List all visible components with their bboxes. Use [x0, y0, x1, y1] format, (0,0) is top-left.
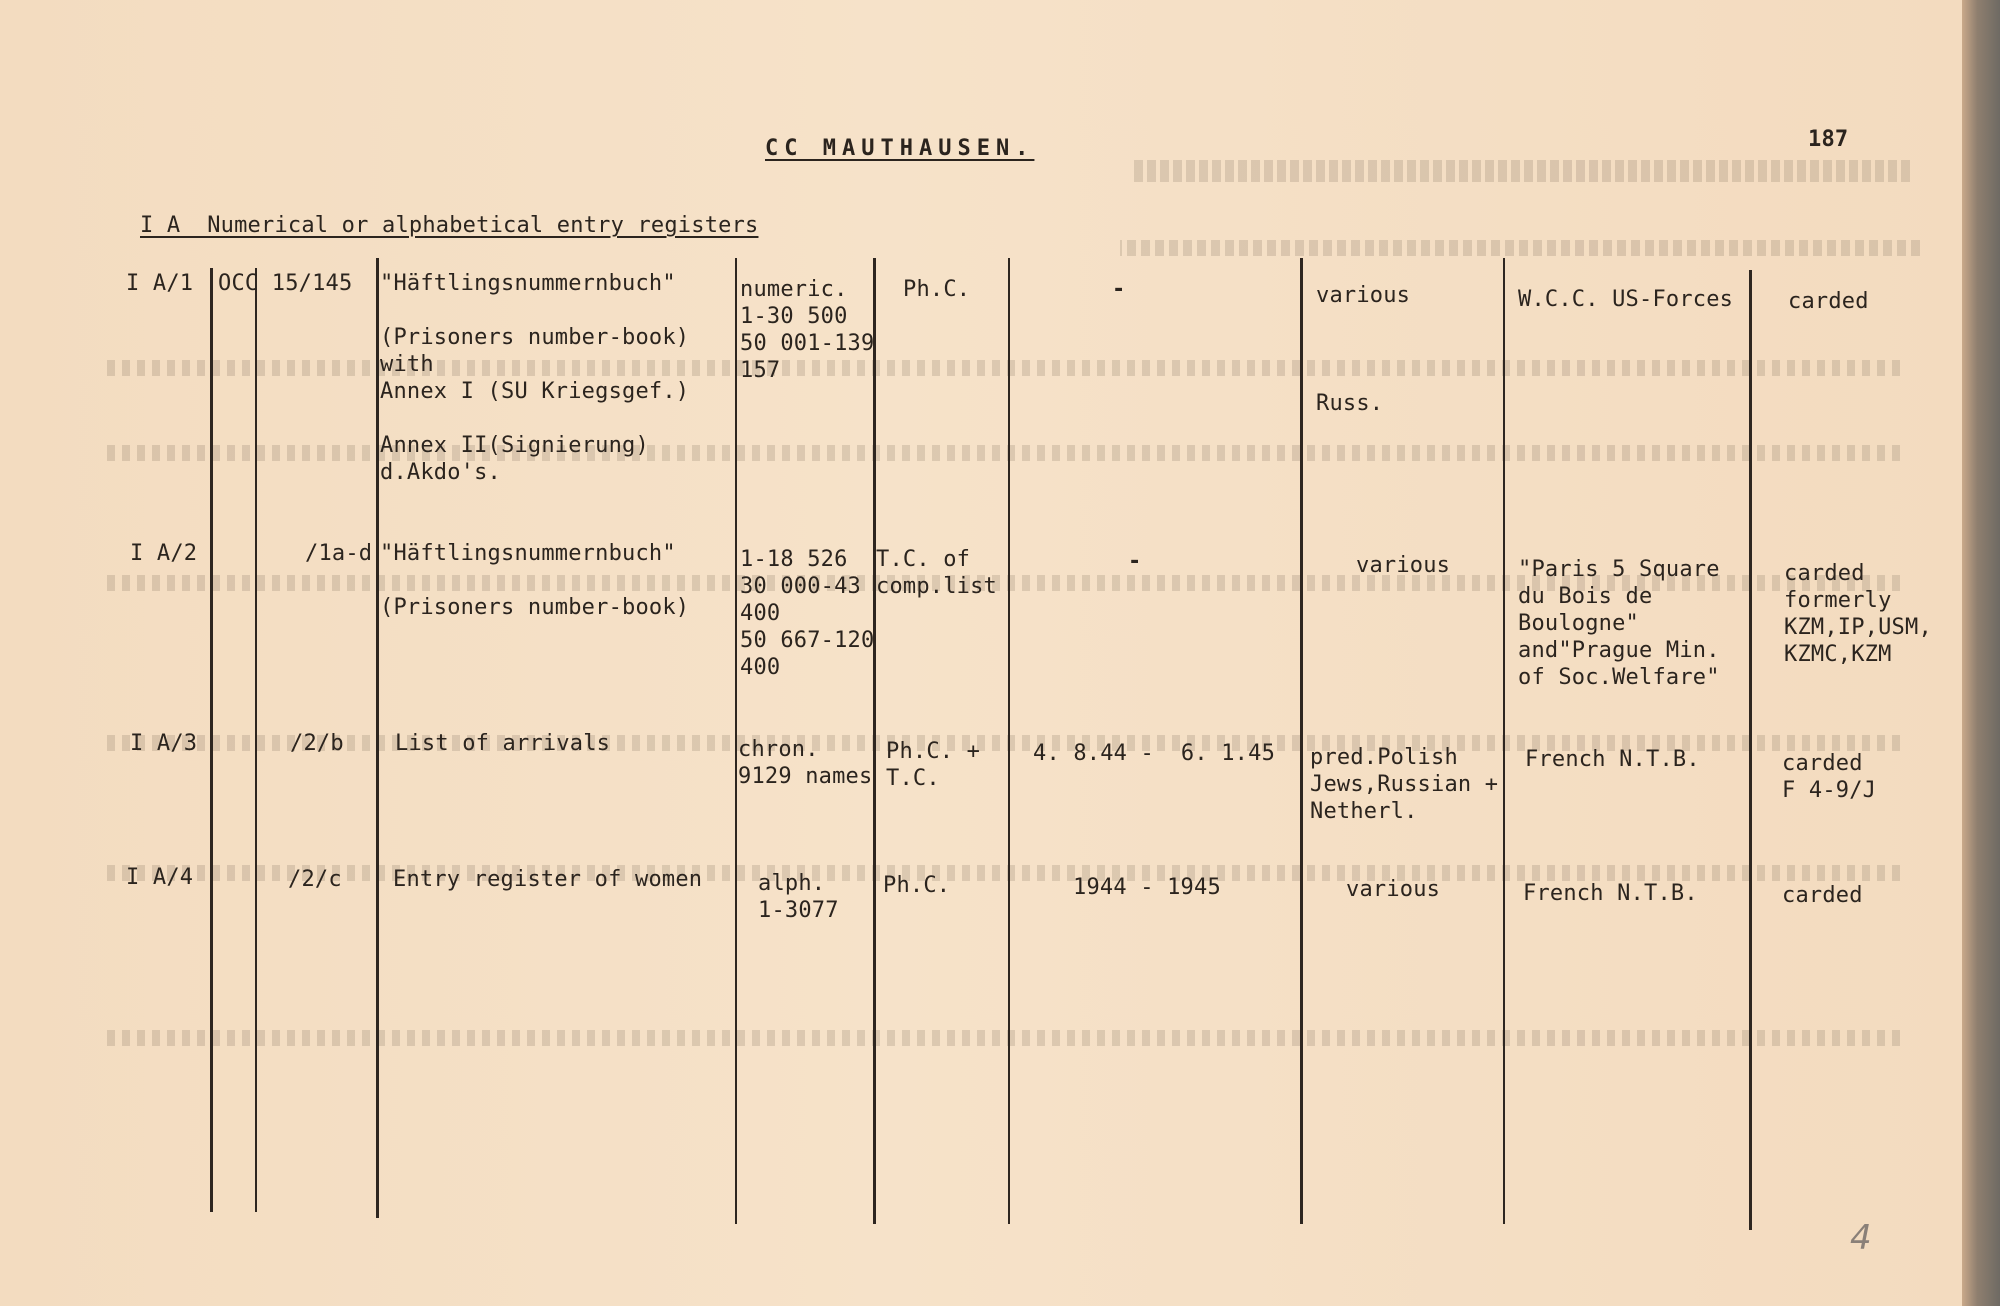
row-remarks: carded F 4-9/J: [1782, 751, 1877, 803]
row-dash: -: [1112, 277, 1126, 302]
row-title: List of arrivals: [395, 731, 611, 756]
page-number: 187: [1808, 127, 1849, 152]
row-location: "Paris 5 Square du Bois de Boulogne" and"Prague Min. of Soc.Welfare": [1518, 557, 1720, 690]
column-divider: [1300, 258, 1303, 1224]
column-divider: [210, 268, 213, 1212]
column-divider: [255, 268, 257, 1212]
row-location: W.C.C. US-Forces: [1518, 287, 1734, 312]
row-remarks: carded: [1782, 883, 1863, 908]
row-title: "Häftlingsnummernbuch" (Prisoners number-book): [380, 541, 690, 620]
row-nationality: various: [1346, 877, 1441, 902]
page-edge-shadow: [1962, 0, 2000, 1306]
row-form: Ph.C.: [903, 277, 971, 302]
column-divider: [873, 258, 876, 1224]
row-period: 4. 8.44 - 6. 1.45: [1033, 741, 1276, 766]
row-ref: I A/1: [126, 271, 194, 296]
row-arrangement: numeric. 1-30 500 50 001-139 157: [740, 277, 875, 383]
row-remarks: carded: [1788, 289, 1869, 314]
row-nationality: pred.Polish Jews,Russian + Netherl.: [1310, 745, 1499, 824]
row-ref: I A/2: [130, 541, 198, 566]
column-divider: [1008, 258, 1010, 1224]
column-divider: [735, 258, 737, 1224]
row-signature: /1a-d: [305, 541, 373, 566]
row-nationality: various: [1356, 553, 1451, 578]
pencil-page-mark: 4: [1850, 1218, 1872, 1258]
row-period: 1944 - 1945: [1073, 875, 1221, 900]
section-heading: I A Numerical or alphabetical entry registers: [140, 213, 759, 238]
row-arrangement: 1-18 526 30 000-43 400 50 667-120 400: [740, 547, 875, 680]
column-divider: [1749, 270, 1752, 1230]
row-location: French N.T.B.: [1525, 747, 1700, 772]
row-location: French N.T.B.: [1523, 881, 1698, 906]
row-signature: /2/c: [288, 867, 342, 892]
row-ref: I A/4: [126, 865, 194, 890]
row-nationality: various Russ.: [1316, 283, 1411, 416]
page-title: CC MAUTHAUSEN.: [765, 136, 1035, 161]
row-signature: /2/b: [290, 731, 344, 756]
row-signature: OCC 15/145: [218, 271, 353, 296]
row-dash: -: [1128, 549, 1142, 574]
row-form: Ph.C. + T.C.: [886, 739, 981, 791]
row-arrangement: alph. 1-3077: [758, 871, 839, 923]
column-divider: [1503, 258, 1505, 1224]
row-form: T.C. of comp.list: [876, 547, 998, 599]
row-arrangement: chron. 9129 names: [738, 737, 873, 789]
row-form: Ph.C.: [883, 873, 951, 898]
row-title: "Häftlingsnummernbuch" (Prisoners number-book) with Annex I (SU Kriegsgef.) Annex II(Signierung) d.Akdo's.: [380, 271, 690, 485]
column-divider: [376, 258, 379, 1218]
row-remarks: carded formerly KZM,IP,USM, KZMC,KZM: [1784, 561, 1932, 667]
row-ref: I A/3: [130, 731, 198, 756]
row-title: Entry register of women: [393, 867, 703, 892]
